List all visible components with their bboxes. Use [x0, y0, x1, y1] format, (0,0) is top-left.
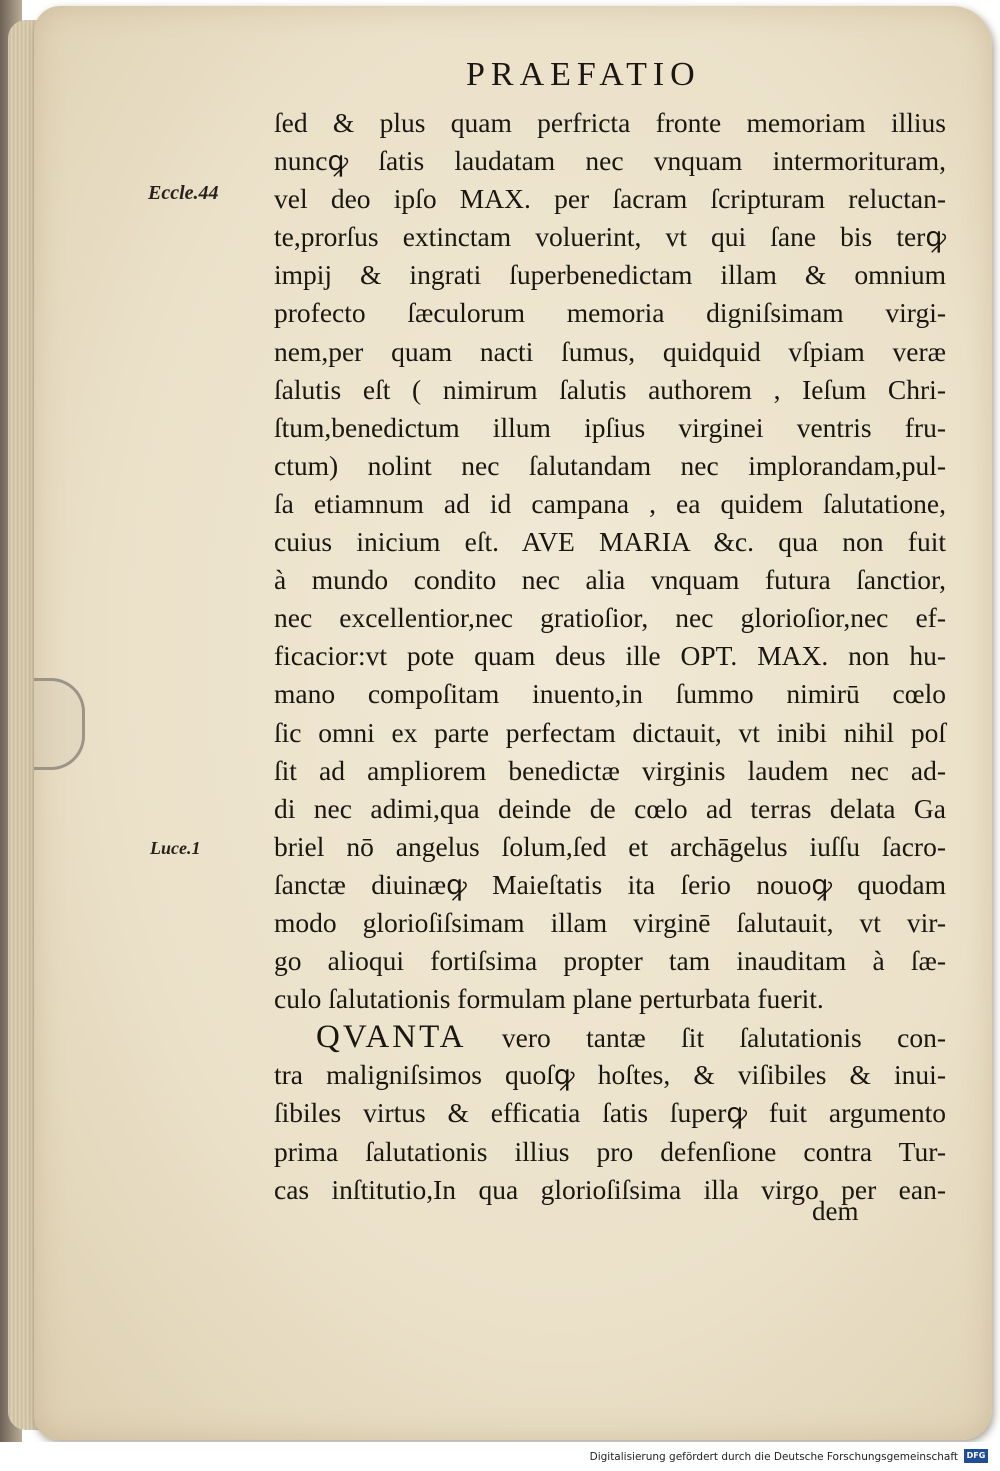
paragraph-lead-word: QVANTA — [316, 1019, 467, 1056]
page-clip — [34, 678, 85, 770]
text-line: culo ſalutationis formulam plane perturbata fuerit. — [274, 983, 824, 1015]
dfg-logo: DFG — [964, 1449, 988, 1463]
text-line: di nec adimi,qua deinde de cœlo ad terras delata Ga — [274, 792, 946, 824]
body-text — [274, 104, 946, 1209]
text-line: ſit ad ampliorem benedictæ virginis laudem nec ad- — [274, 754, 946, 786]
text-line: impij & ingrati ſuperbenedictam illam & omnium — [274, 259, 946, 291]
text-line: ſibiles virtus & efficatia ſatis ſuperꝙ fuit argumento — [274, 1097, 946, 1129]
text-line: ficacior:vt pote quam deus ille OPT. MAX. non hu- — [274, 640, 946, 672]
text-line: nec excellentior,nec gratioſior, nec glorioſior,nec ef- — [274, 602, 946, 634]
text-line: profecto ſæculorum memoria digniſsimam virgi- — [274, 297, 946, 329]
text-line: ſa etiamnum ad id campana , ea quidem ſalutatione, — [274, 487, 946, 519]
text-line: modo glorioſiſsimam illam virginē ſalutauit, vt vir- — [274, 906, 946, 938]
text-line: ſed & plus quam perfricta fronte memoriam illius — [274, 107, 946, 138]
text-line: te,prorſus extinctam voluerint, vt qui ſane bis terꝙ — [274, 221, 946, 253]
text-line: ſtum,benedictum illum ipſius virginei ventris fru- — [274, 411, 946, 443]
text-line: mano compoſitam inuento,in ſummo nimirū cœlo — [274, 678, 946, 710]
text-line: go alioqui fortiſsima propter tam inauditam à ſæ- — [274, 945, 946, 977]
paragraph-lead-rest: vero tantæ ſit ſalutationis con- — [501, 1022, 947, 1054]
text-line: cas inſtitutio,In qua glorioſiſsima illa virgo per ean- — [274, 1173, 946, 1205]
text-line: ſanctæ diuinæꝙ Maieſtatis ita ſerio nouoꝙ quodam — [274, 868, 946, 900]
catchword: dem — [812, 1196, 859, 1226]
text-line: nuncꝙ ſatis laudatam nec vnquam intermorituram, — [274, 145, 946, 177]
text-line: prima ſalutationis illius pro defenſione contra Tur- — [274, 1135, 946, 1167]
text-line: à mundo condito nec alia vnquam futura ſanctior, — [274, 564, 946, 596]
margin-note-luce: Luce.1 — [150, 838, 201, 858]
text-line: cuius inicium eſt. AVE MARIA &c. qua non fuit — [274, 526, 946, 558]
text-line: briel nō angelus ſolum,ſed et archāgelus iuſſu ſacro- — [274, 830, 946, 862]
text-line: ſalutis eſt ( nimirum ſalutis authorem , Ieſum Chri- — [274, 373, 946, 405]
funding-credit: Digitalisierung gefördert durch die Deutsche Forschungsgemeinschaft — [589, 1451, 958, 1463]
text-line: tra maligniſsimos quoſꝙ hoſtes, & viſibiles & inui- — [274, 1059, 946, 1091]
running-head: PRAEFATIO — [466, 56, 701, 93]
margin-note-eccle: Eccle.44 — [148, 182, 219, 204]
text-line: vel deo ipſo MAX. per ſacram ſcripturam reluctan- — [274, 183, 946, 215]
text-line: ctum) nolint nec ſalutandam nec implorandam,pul- — [274, 449, 946, 481]
text-line: nem,per quam nacti ſumus, quidquid vſpiam veræ — [274, 335, 946, 367]
text-line: ſic omni ex parte perfectam dictauit, vt inibi nihil poſ — [274, 716, 946, 748]
paragraph-2-first-line — [274, 1018, 946, 1056]
